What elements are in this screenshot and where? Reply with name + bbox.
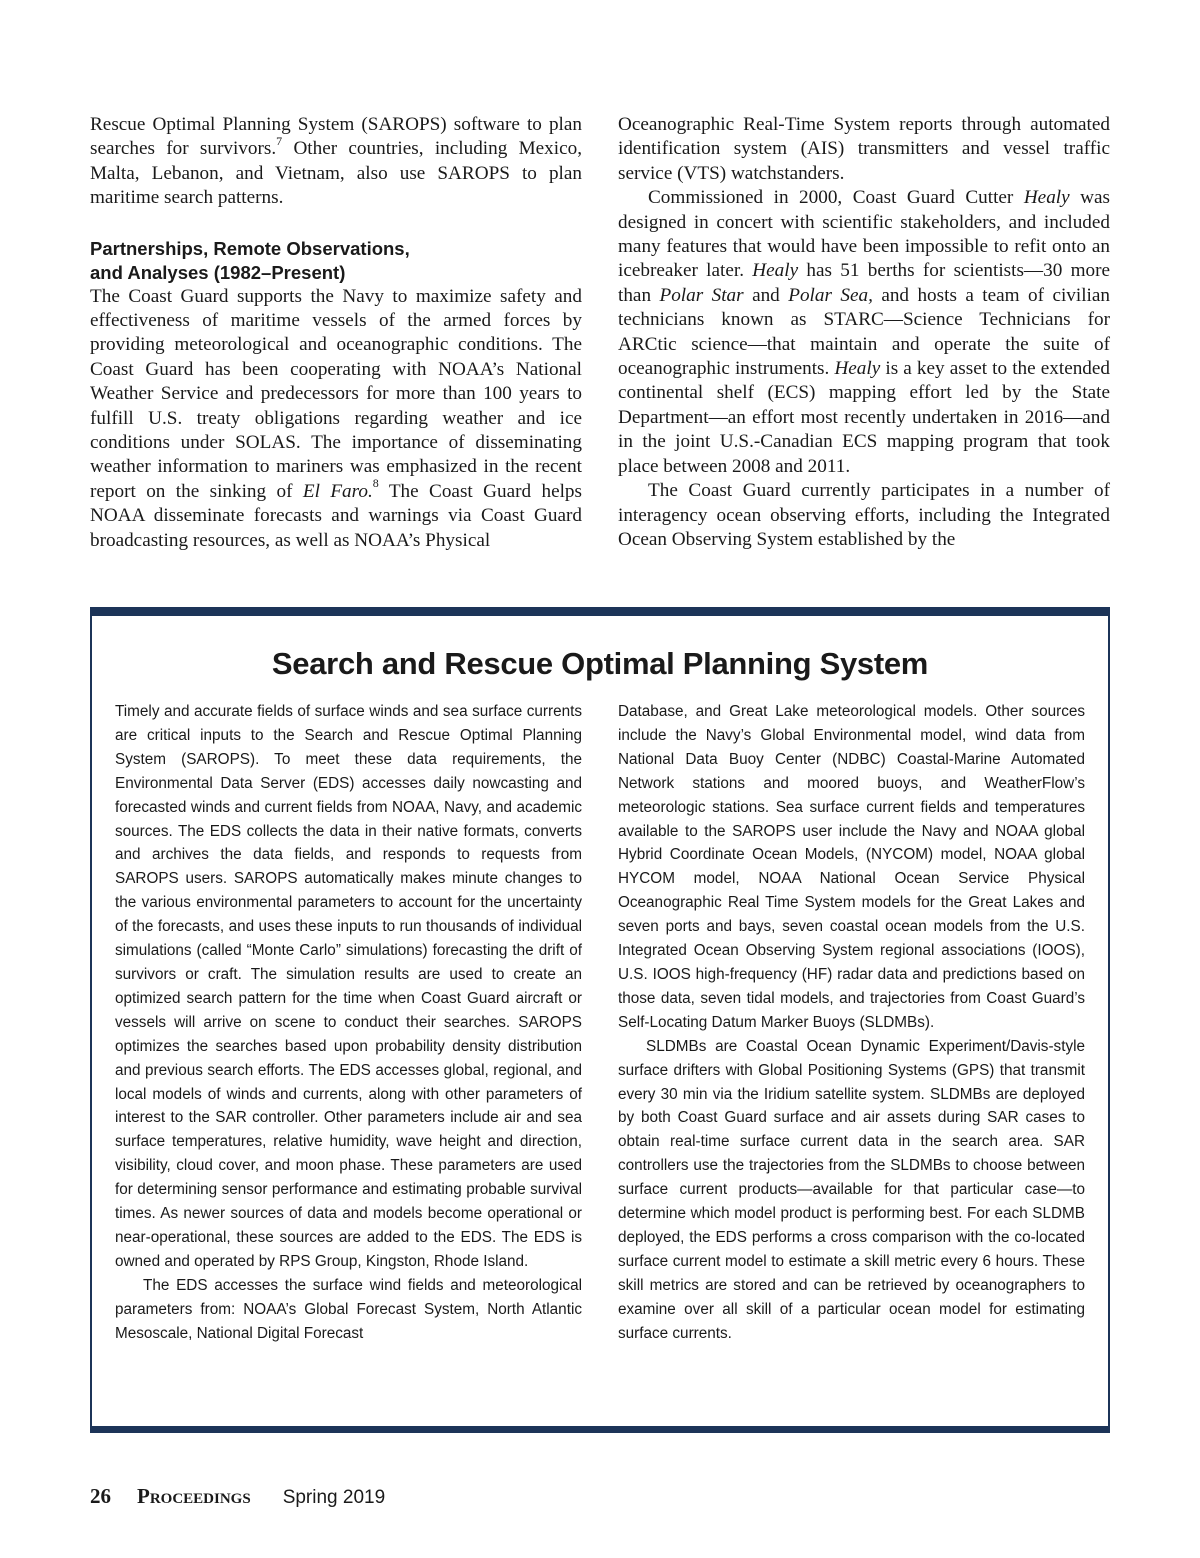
heading-line: and Analyses (1982–Present) xyxy=(90,261,346,283)
sidebar-paragraph: Database, and Great Lake meteorological models. Other sources include the Navy’s Global Environmental model, wind data from National Data Buoy Center (NDBC) Coastal-Marine Automated Network stations and moored buoys, and WeatherFlow’s meteorologic stations. Sea surface current fields and temperatures available to the SAROPS user include the Navy and NOAA global Hybrid Coordinate Ocean Models, (NYCOM) model, NOAA global HYCOM model, NOAA National Ocean Service Physical Oceanographic Real Time System models for the Great Lakes and seven ports and bays, seven coastal ocean models from the U.S. Integrated Ocean Observing System regional associations (IOOS), U.S. IOOS high-frequency (HF) radar data and predictions based on those data, seven tidal models, and trajectories from Coast Guard’s Self-Locating Datum Marker Buoys (SLDMBs). xyxy=(618,703,1085,1031)
article-paragraph xyxy=(618,186,1110,479)
footnote-ref: 7 xyxy=(276,134,283,149)
sidebar-box xyxy=(90,607,1110,1433)
text-run: was designed in concert with scientific stakeholders, and included many features that would have been impossible to refit onto an icebreaker later. xyxy=(618,187,1110,282)
sidebar-column-left xyxy=(115,700,582,1345)
sidebar-paragraph: The EDS accesses the surface wind fields and meteorological parameters from: NOAA’s Global Forecast System, North Atlantic Mesoscale, National Digital Forecast xyxy=(115,1276,582,1342)
publication-name: Proceedings xyxy=(137,1484,251,1508)
section-heading xyxy=(90,237,582,285)
article-column-right xyxy=(618,113,1110,552)
ship-name: Healy xyxy=(752,260,799,282)
ship-name: El Faro. xyxy=(302,480,373,502)
sidebar-paragraph: Timely and accurate fields of surface winds and sea surface currents are critical inputs to the Search and Rescue Optimal Planning System (SAROPS). To meet these data requirements, the Environmental Data Server (EDS) accesses daily nowcasting and forecasted winds and current fields from NOAA, Navy, and academic sources. The EDS collects the data in their native formats, converts and archives the data fields, and responds to requests from SAROPS users. SAROPS automatically makes minute changes to the various environmental parameters to account for the uncertainty of the forecasts, and uses these inputs to run thousands of individual simulations (called “Monte Carlo” simulations) forecasting the drift of survivors or craft. The simulation results are used to create an optimized search pattern for the time when Coast Guard aircraft or vessels will arrive on scene to conduct their searches. SAROPS optimizes the searches based upon probability density distribution and previous search efforts. The EDS accesses global, regional, and local models of winds and currents, along with other parameters of interest to the SAR controller. Other parameters include air and sea surface temperatures, relative humidity, wave height and direction, visibility, cloud cover, and moon phase. These parameters are used for determining sensor performance and estimating probable survival times. As newer sources of data and models become operational or near-operational, these sources are added to the EDS. The EDS is owned and operated by RPS Group, Kingston, Rhode Island. xyxy=(115,703,582,1270)
text-run: Commissioned in 2000, Coast Guard Cutter xyxy=(648,187,1024,209)
text-run: Rescue Optimal Planning System (SAROPS) software to plan searches for survivors. xyxy=(90,114,582,160)
footnote-ref: 8 xyxy=(372,476,379,491)
article-paragraph xyxy=(90,113,582,211)
text-run: is a key asset to the extended continental shelf (ECS) mapping effort led by the State Department—an effort most recently undertaken in 2016—and in the joint U.S.-Canadian ECS mapping program that took place between 2008 and 2011. xyxy=(618,358,1111,477)
text-run: The Coast Guard supports the Navy to maximize safety and effectiveness of maritime vessels of the armed forces by providing meteorological and oceanographic conditions. The Coast Guard has been cooperating with NOAA’s National Weather Service and predecessors for more than 100 years to fulfill U.S. treaty obligations regarding weather and ice conditions under SOLAS. The importance of disseminating weather information to mariners was emphasized in the recent report on the sinking of xyxy=(90,285,582,502)
heading-line: Partnerships, Remote Observations, xyxy=(90,237,410,259)
issue-date: Spring 2019 xyxy=(282,1487,386,1508)
page-number: 26 xyxy=(90,1484,111,1508)
text-run: Oceanographic Real-Time System reports through automated identification system (AIS) transmitters and vessel traffic service (VTS) watchstanders. xyxy=(618,114,1110,184)
ship-name: Polar Sea, xyxy=(788,284,873,306)
text-run: The Coast Guard currently participates in a number of interagency ocean observing efforts, including the Integrated Ocean Observing System established by the xyxy=(618,480,1110,550)
article-paragraph xyxy=(90,285,582,553)
text-run: The Coast Guard helps NOAA disseminate forecasts and warnings via Coast Guard broadcasting resources, as well as NOAA’s Physical xyxy=(90,480,582,551)
sidebar-title: Search and Rescue Optimal Planning System xyxy=(271,646,929,681)
text-run: has 51 berths for scientists—30 more than xyxy=(618,260,1110,306)
article-paragraph xyxy=(618,113,1110,186)
article-paragraph xyxy=(618,479,1110,552)
ship-name: Healy xyxy=(834,358,881,380)
text-run: and hosts a team of civilian technicians known as STARC—Science Technicians for ARCtic science—that maintain and operate the suite of oceanographic instruments. xyxy=(618,284,1110,380)
ship-name: Polar Star xyxy=(659,284,744,306)
sidebar-column-right xyxy=(618,700,1085,1345)
ship-name: Healy xyxy=(1023,187,1070,209)
text-run: Other countries, including Mexico, Malta, Lebanon, and Vietnam, also use SAROPS to plan maritime search patterns. xyxy=(90,138,583,209)
article-column-left xyxy=(90,113,582,553)
page-footer xyxy=(90,1484,385,1514)
sidebar-paragraph: SLDMBs are Coastal Ocean Dynamic Experiment/Davis-style surface drifters with Global Positioning Systems (GPS) that transmit every 30 min via the Iridium satellite system. SLDMBs are deployed by both Coast Guard surface and air assets during SAR cases to obtain real-time surface current data in the search area. SAR controllers use the trajectories from the SLDMBs to choose between surface current products—available for that particular case—to determine which model product is performing best. For each SLDMB deployed, the EDS performs a cross comparison with the co-located surface current model to estimate a skill metric every 6 hours. These skill metrics are stored and can be retrieved by oceanographers to examine over all skill of a particular ocean model for estimating surface currents. xyxy=(618,1037,1085,1342)
text-run: and xyxy=(743,284,789,306)
